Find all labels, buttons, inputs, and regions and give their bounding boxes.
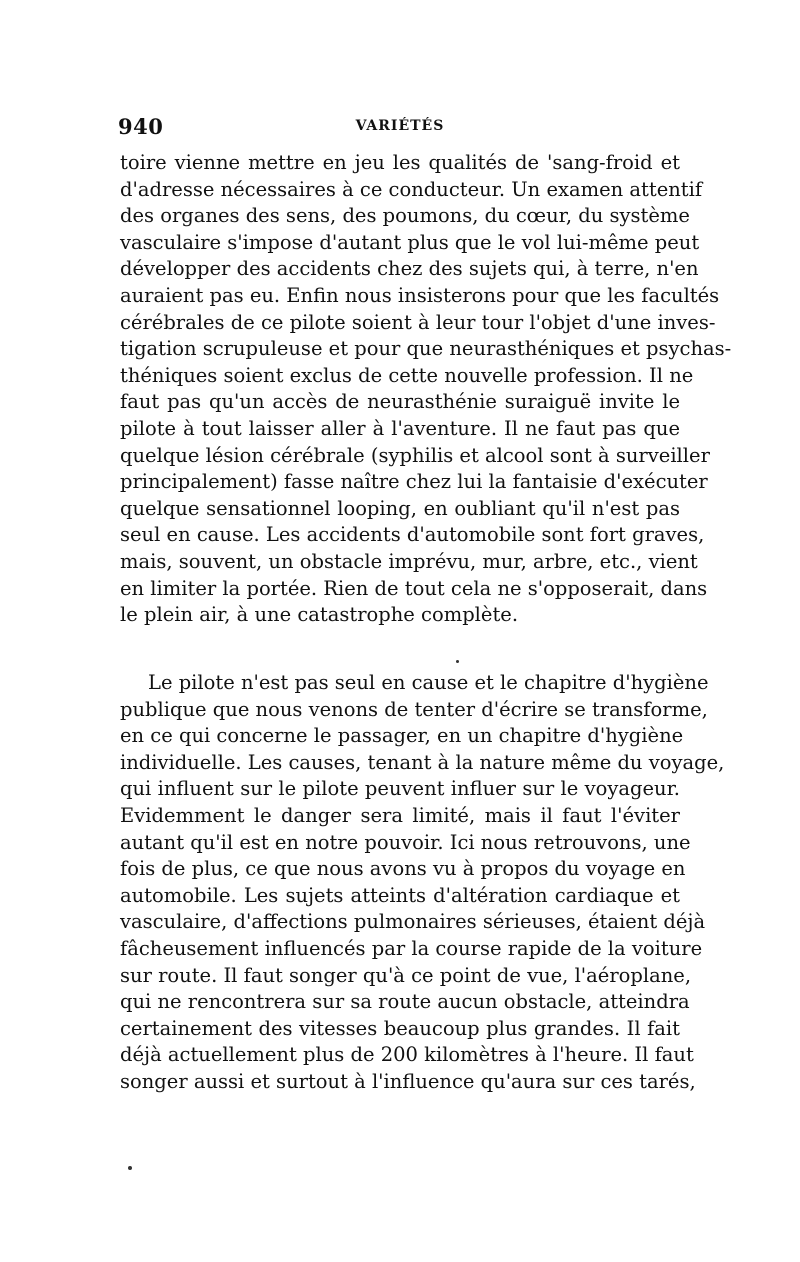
text-line: automobile. Les sujets atteints d'altération cardiaque et [120, 883, 680, 907]
text-line: sur route. Il faut songer qu'à ce point de vue, l'aéroplane, [120, 963, 692, 987]
text-line: individuelle. Les causes, tenant à la nature même du voyage, [120, 750, 725, 774]
text-line: Le pilote n'est pas seul en cause et le chapitre d'hygiène [148, 671, 709, 694]
text-line: Evidemment le danger sera limité, mais il faut l'éviter [120, 803, 680, 827]
text-line: mais, souvent, un obstacle imprévu, mur, arbre, etc., vient [120, 549, 698, 573]
text-line: déjà actuellement plus de 200 kilomètres à l'heure. Il faut [120, 1043, 694, 1067]
ink-speck [456, 660, 459, 663]
text-line: en limiter la portée. Rien de tout cela ne s'opposerait, dans [120, 576, 708, 600]
text-line: publique que nous venons de tenter d'écrire se transforme, [120, 697, 708, 721]
text-line: vasculaire, d'affections pulmonaires sérieuses, étaient déjà [120, 910, 706, 934]
text-line: d'adresse nécessaires à ce conducteur. Un examen attentif [120, 177, 703, 201]
ink-speck [128, 1166, 132, 1170]
text-line: autant qu'il est en notre pouvoir. Ici nous retrouvons, une [120, 830, 691, 854]
text-line: faut pas qu'un accès de neurasthénie suraiguë invite le [120, 390, 680, 414]
page-number: 940 [118, 114, 164, 139]
text-line: fâcheusement influencés par la course rapide de la voiture [120, 936, 703, 960]
text-line: principalement) fasse naître chez lui la fantaisie d'exécuter [120, 470, 708, 494]
text-line: en ce qui concerne le passager, en un chapitre d'hygiène [120, 724, 684, 748]
text-line: tigation scrupuleuse et pour que neurasthéniques et psychas- [120, 337, 732, 361]
text-line: cérébrales de ce pilote soient à leur tour l'objet d'une inves- [120, 310, 716, 334]
text-line: quelque sensationnel looping, en oubliant qu'il n'est pas [120, 496, 680, 520]
text-line: qui ne rencontrera sur sa route aucun obstacle, atteindra [120, 990, 690, 1014]
text-line: seul en cause. Les accidents d'automobile sont fort graves, [120, 523, 705, 547]
running-head: VARIÉTÉS [355, 118, 445, 134]
text-line: auraient pas eu. Enfin nous insisterons pour que les facultés [120, 283, 720, 307]
text-line: pilote à tout laisser aller à l'aventure. Il ne faut pas que [120, 416, 680, 440]
text-line: fois de plus, ce que nous avons vu à propos du voyage en [120, 857, 686, 881]
text-line: théniques soient exclus de cette nouvelle profession. Il ne [120, 363, 694, 387]
text-line: des organes des sens, des poumons, du cœur, du système [120, 204, 690, 228]
paragraph-1 [120, 150, 732, 629]
text-line: vasculaire s'impose d'autant plus que le vol lui-même peut [120, 230, 700, 254]
text-line: songer aussi et surtout à l'influence qu'aura sur ces tarés, [120, 1069, 696, 1093]
paragraph-2 [120, 670, 725, 1096]
text-line: développer des accidents chez des sujets qui, à terre, n'en [120, 257, 699, 281]
text-line: toire vienne mettre en jeu les qualités de 'sang-froid et [120, 151, 680, 174]
text-line: le plein air, à une catastrophe complète. [120, 603, 519, 627]
text-line: certainement des vitesses beaucoup plus grandes. Il fait [120, 1016, 680, 1040]
text-line: quelque lésion cérébrale (syphilis et alcool sont à surveiller [120, 443, 710, 467]
text-line: qui influent sur le pilote peuvent influer sur le voyageur. [120, 777, 680, 801]
